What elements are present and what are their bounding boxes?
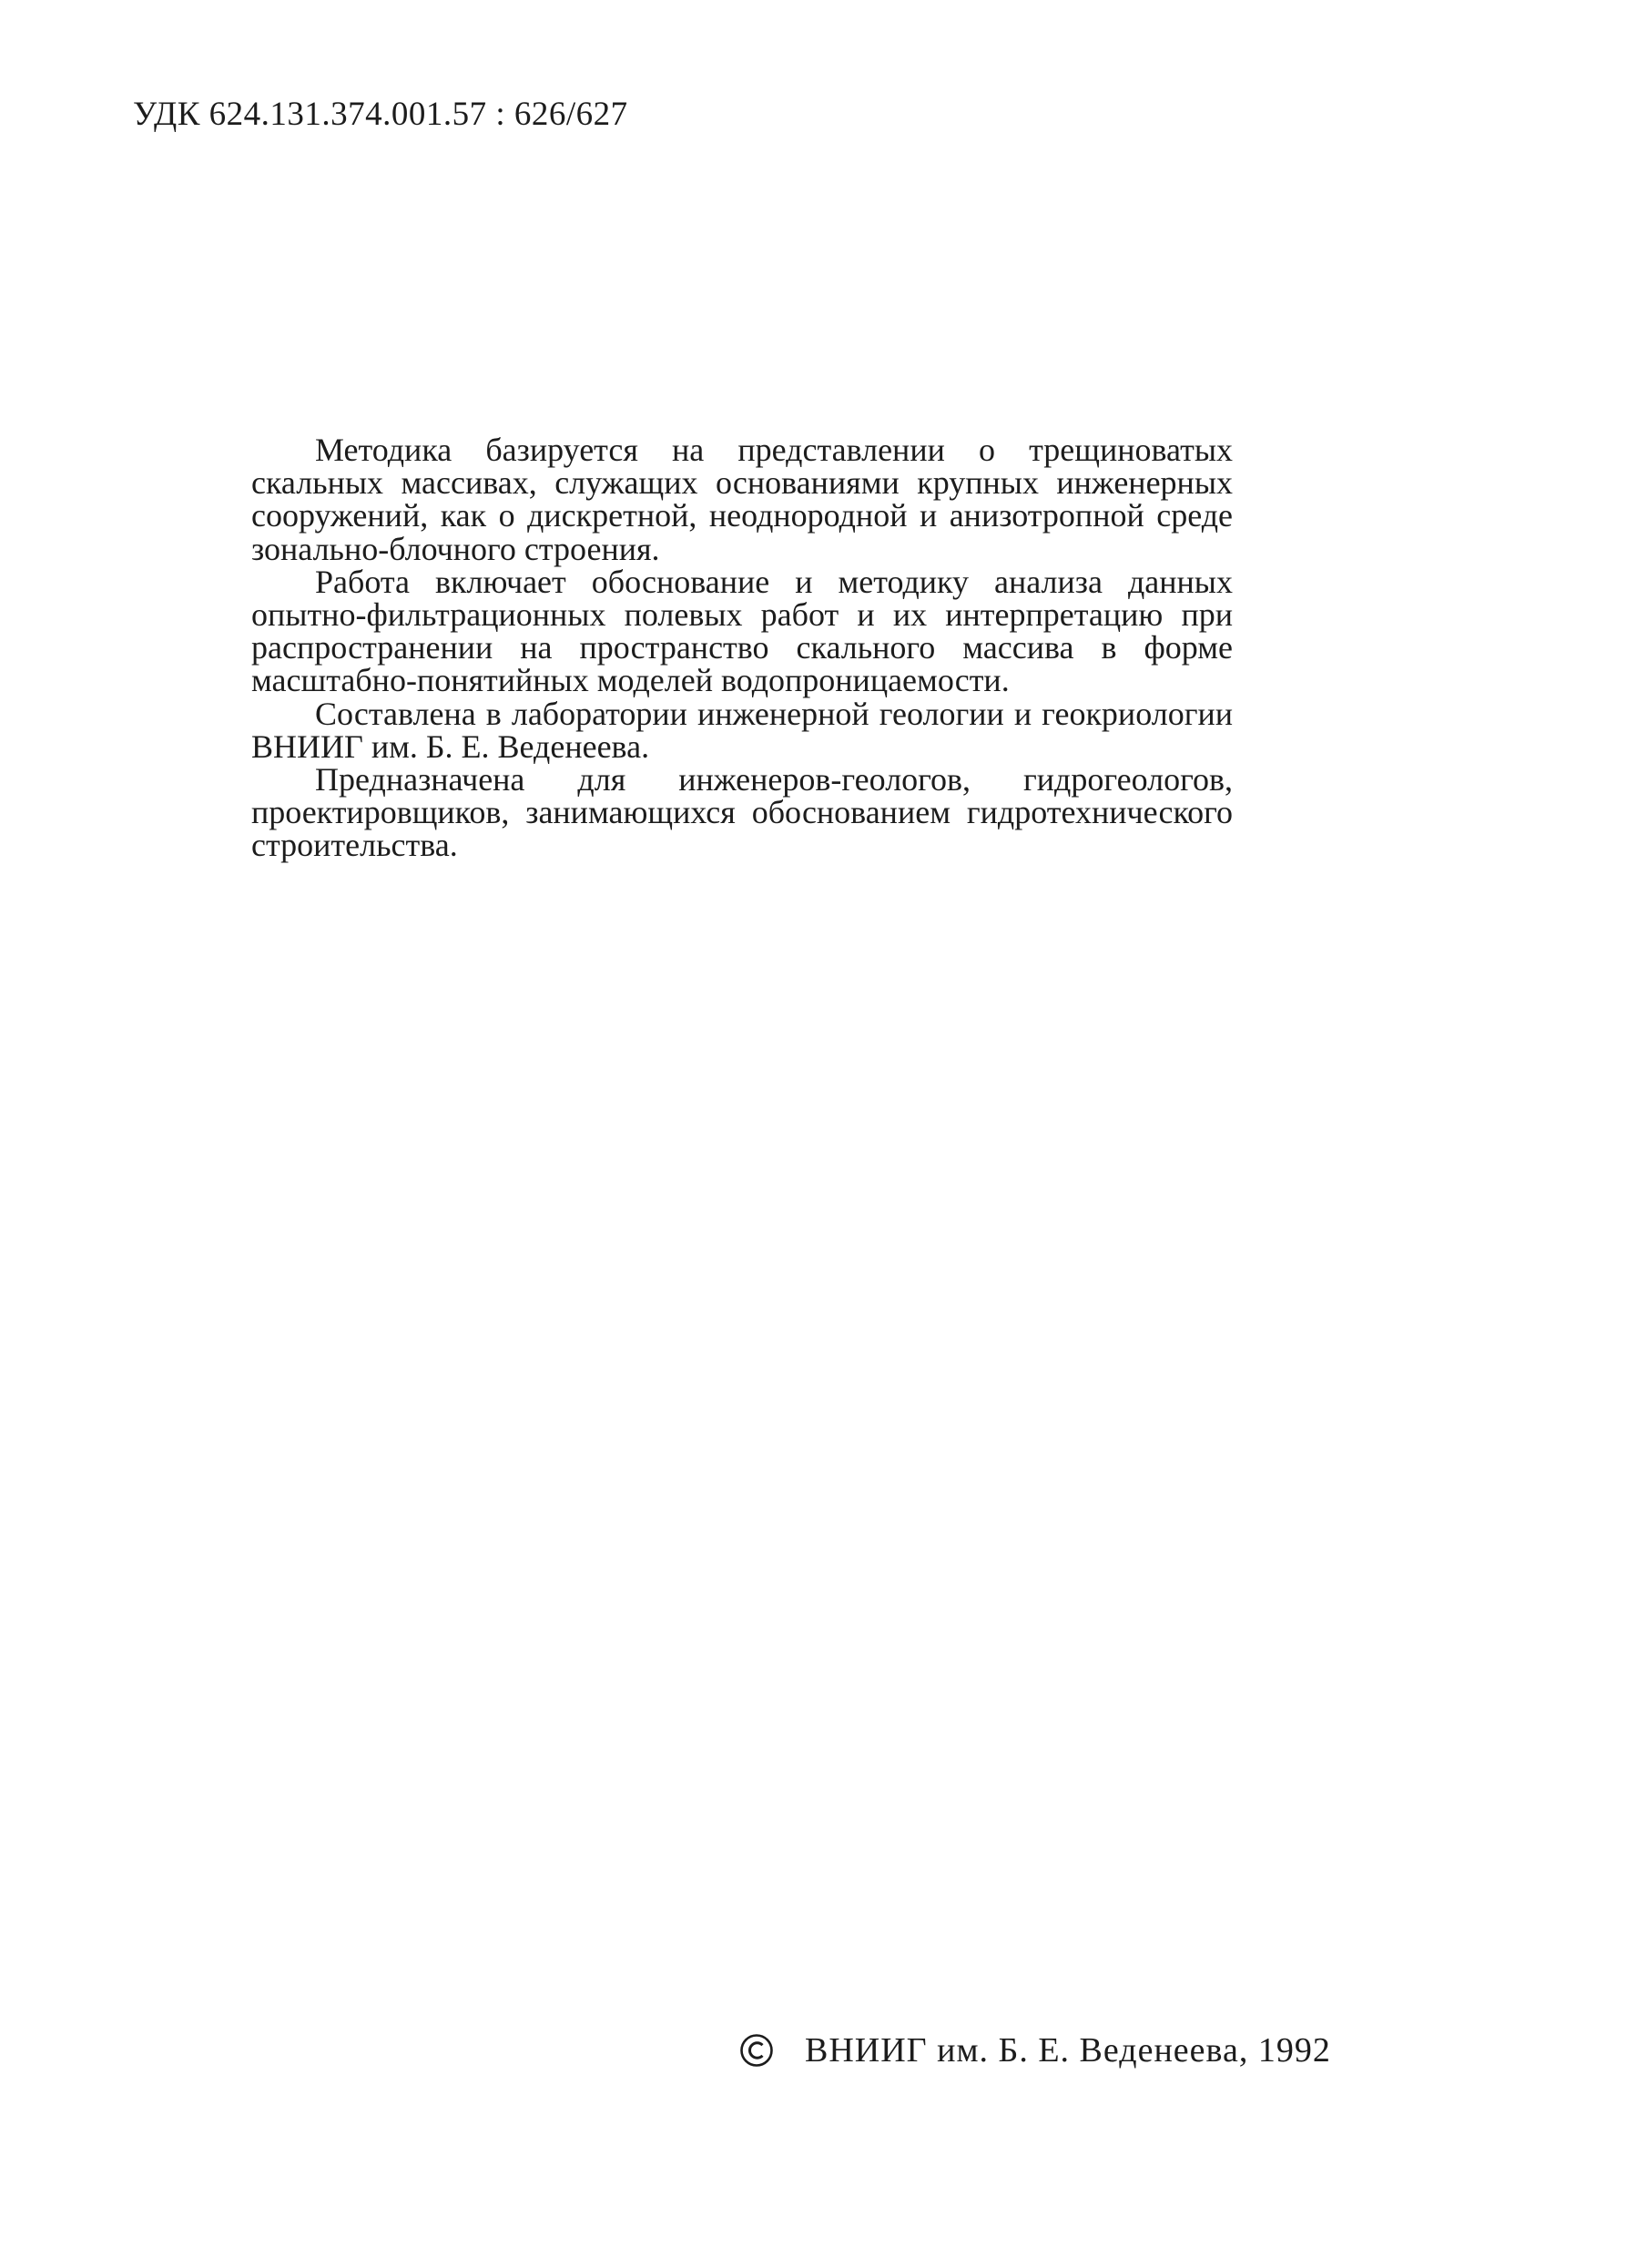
copyright-notice (739, 2030, 1331, 2070)
copyright-icon (739, 2033, 774, 2068)
annotation (251, 433, 1233, 862)
udk-code: УДК 624.131.374.001.57 : 626/627 (133, 96, 628, 133)
annotation-paragraph-1: Методика базируется на представлении о трещиноватых скальных массивах, служащих основаниями крупных инженерных сооружений, как о дискретной, неоднородной и анизотропной среде зонально-блочного строения. (251, 432, 1233, 567)
annotation-paragraph-3: Составлена в лаборатории инженерной геологии и геокриологии ВНИИГ им. Б. Е. Веденеева. (251, 695, 1233, 765)
copyright-text: ВНИИГ им. Б. Е. Веденеева, 1992 (805, 2031, 1331, 2070)
annotation-paragraph-2: Работа включает обоснование и методику анализа данных опытно-фильтрационных полевых работ и их интерпретацию при распространении на пространство скального массива в форме масштабно-понятийных моделей водопроницаемости. (251, 563, 1233, 699)
annotation-paragraph-4: Предназначена для инженеров-геологов, гидрогеологов, проектировщиков, занимающихся обоснованием гидротехнического строительства. (251, 761, 1233, 864)
